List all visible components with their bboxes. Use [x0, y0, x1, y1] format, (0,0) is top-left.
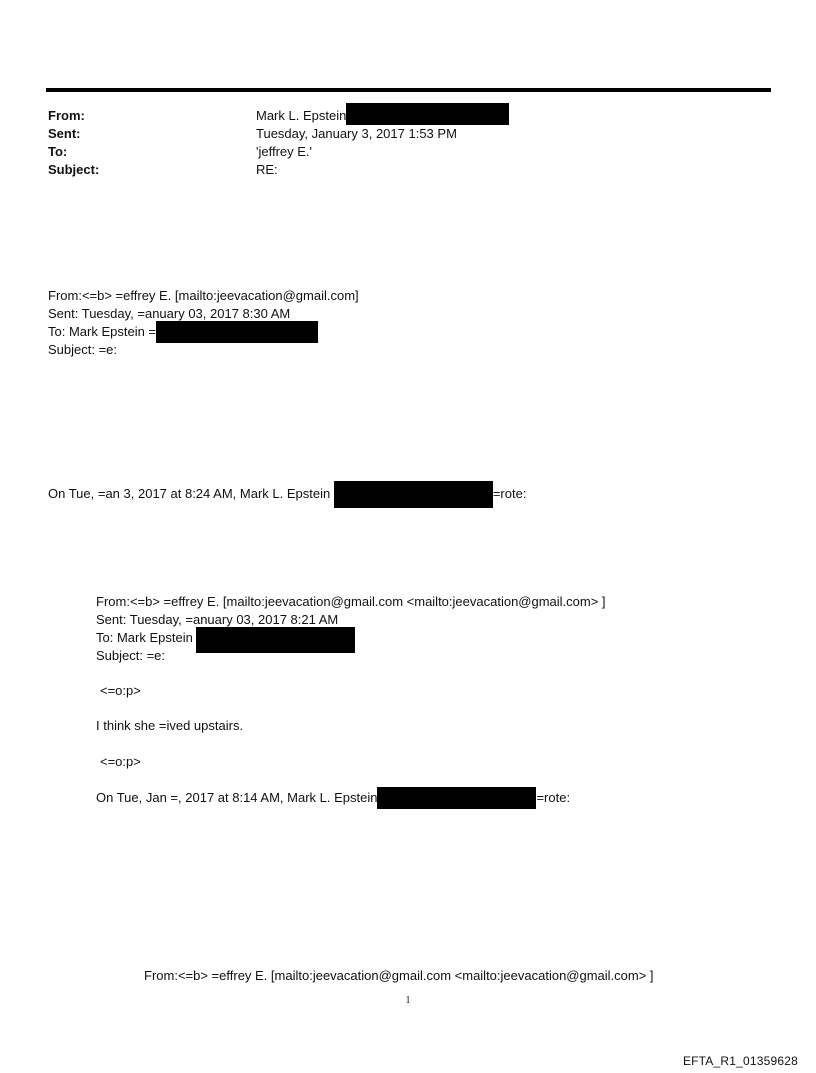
quoted2-subject: Subject: =e:	[96, 648, 166, 663]
quoted1-from: From:<=b> =effrey E. [mailto:jeevacation@gmail.com]	[48, 288, 359, 303]
subject-value: RE:	[256, 162, 278, 177]
bottom-from: From:<=b> =effrey E. [mailto:jeevacation@gmail.com <mailto:jeevacation@gmail.com> ]	[144, 968, 654, 983]
bates-number: EFTA_R1_01359628	[682, 1054, 798, 1068]
quoted2-body: I think she =ived upstairs.	[96, 718, 244, 733]
quoted2-to-text: To: Mark Epstein	[96, 630, 193, 645]
redaction-box	[334, 481, 493, 508]
redaction-box	[156, 321, 318, 343]
op-tag-2: <=o:p>	[100, 754, 141, 769]
from-name: Mark L. Epstein	[256, 108, 347, 123]
on-tue-line-1	[48, 485, 526, 508]
quoted1-to-text: To: Mark Epstein =	[48, 324, 157, 339]
from-label: From:	[48, 108, 85, 123]
page-number: 1	[405, 995, 411, 1006]
subject-label: Subject:	[48, 162, 100, 177]
op-tag-1: <=o:p>	[100, 683, 141, 698]
header-rule	[46, 88, 771, 92]
redaction-box	[346, 103, 509, 125]
on-tue-2-suffix: =rote:	[536, 790, 571, 805]
on-tue-2-prefix: On Tue, Jan =, 2017 at 8:14 AM, Mark L. Epstein	[96, 790, 378, 805]
quoted1-to	[48, 323, 318, 343]
on-tue-line-2	[96, 789, 570, 809]
to-label: To:	[48, 144, 68, 159]
on-tue-1-prefix: On Tue, =an 3, 2017 at 8:24 AM, Mark L. Epstein	[48, 486, 331, 501]
quoted2-from: From:<=b> =effrey E. [mailto:jeevacation@gmail.com <mailto:jeevacation@gmail.com> ]	[96, 594, 606, 609]
redaction-box	[377, 787, 536, 809]
on-tue-1-suffix: =rote:	[492, 486, 527, 501]
redaction-box	[196, 627, 355, 653]
sent-value: Tuesday, January 3, 2017 1:53 PM	[256, 126, 457, 141]
quoted1-sent: Sent: Tuesday, =anuary 03, 2017 8:30 AM	[48, 306, 291, 321]
to-value: 'jeffrey E.'	[256, 144, 313, 159]
quoted2-sent: Sent: Tuesday, =anuary 03, 2017 8:21 AM	[96, 612, 339, 627]
sent-label: Sent:	[48, 126, 81, 141]
from-value	[256, 107, 509, 125]
quoted1-subject: Subject: =e:	[48, 342, 118, 357]
